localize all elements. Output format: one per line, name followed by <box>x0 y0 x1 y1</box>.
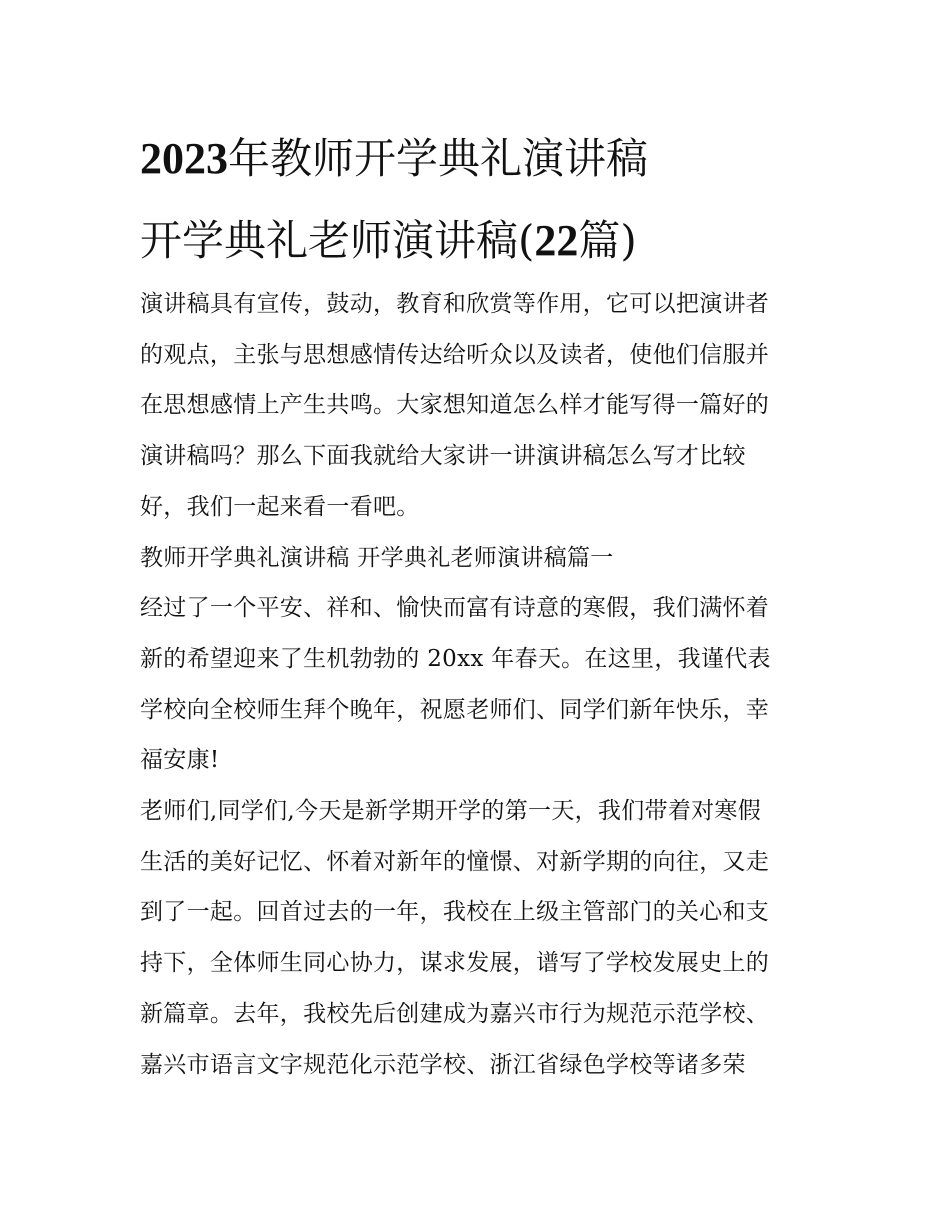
paragraph-line: 新的希望迎来了生机勃勃的 20xx 年春天。在这里，我谨代表 <box>140 645 771 672</box>
intro-paragraph <box>140 279 820 533</box>
paragraph-1 <box>140 583 820 786</box>
paragraph-line: 福安康! <box>140 747 220 774</box>
paragraph-line: 学校向全校师生拜个晚年，祝愿老师们、同学们新年快乐，幸 <box>140 696 770 723</box>
title-line-2-text: 开学典礼老师演讲稿( <box>140 216 535 265</box>
paragraph-line: 经过了一个平安、祥和、愉快而富有诗意的寒假，我们满怀着 <box>140 595 770 622</box>
title-line-2-end: 篇) <box>578 216 637 265</box>
title-count: 22 <box>534 216 579 265</box>
section-heading-text: 教师开学典礼演讲稿 开学典礼老师演讲稿篇一 <box>140 544 614 571</box>
document-title <box>140 118 820 282</box>
intro-line: 演讲稿吗？那么下面我就给大家讲一讲演讲稿怎么写才比较 <box>140 443 746 470</box>
paragraph-2 <box>140 786 820 1090</box>
paragraph-line: 老师们,同学们,今天是新学期开学的第一天，我们带着对寒假 <box>140 798 762 825</box>
intro-line: 好，我们一起来看一看吧。 <box>140 493 420 520</box>
title-year: 2023 <box>140 134 228 183</box>
intro-line: 的观点，主张与思想感情传达给听众以及读者，使他们信服并 <box>140 341 770 368</box>
intro-line: 在思想感情上产生共鸣。大家想知道怎么样才能写得一篇好的 <box>140 392 770 419</box>
title-line-2 <box>140 200 820 282</box>
paragraph-line: 生活的美好记忆、怀着对新年的憧憬、对新学期的向往，又走 <box>140 848 770 875</box>
title-line-1-text: 年教师开学典礼演讲稿 <box>228 134 649 183</box>
section-heading <box>140 533 820 584</box>
paragraph-line: 嘉兴市语言文字规范化示范学校、浙江省绿色学校等诸多荣 <box>140 1051 746 1078</box>
document-body <box>140 279 820 1090</box>
paragraph-line: 新篇章。去年，我校先后创建成为嘉兴市行为规范示范学校、 <box>140 1000 770 1027</box>
title-line-1 <box>140 118 820 200</box>
paragraph-line: 持下，全体师生同心协力，谋求发展，谱写了学校发展史上的 <box>140 950 770 977</box>
paragraph-line: 到了一起。回首过去的一年，我校在上级主管部门的关心和支 <box>140 899 770 926</box>
intro-line: 演讲稿具有宣传，鼓动，教育和欣赏等作用，它可以把演讲者 <box>140 291 770 317</box>
